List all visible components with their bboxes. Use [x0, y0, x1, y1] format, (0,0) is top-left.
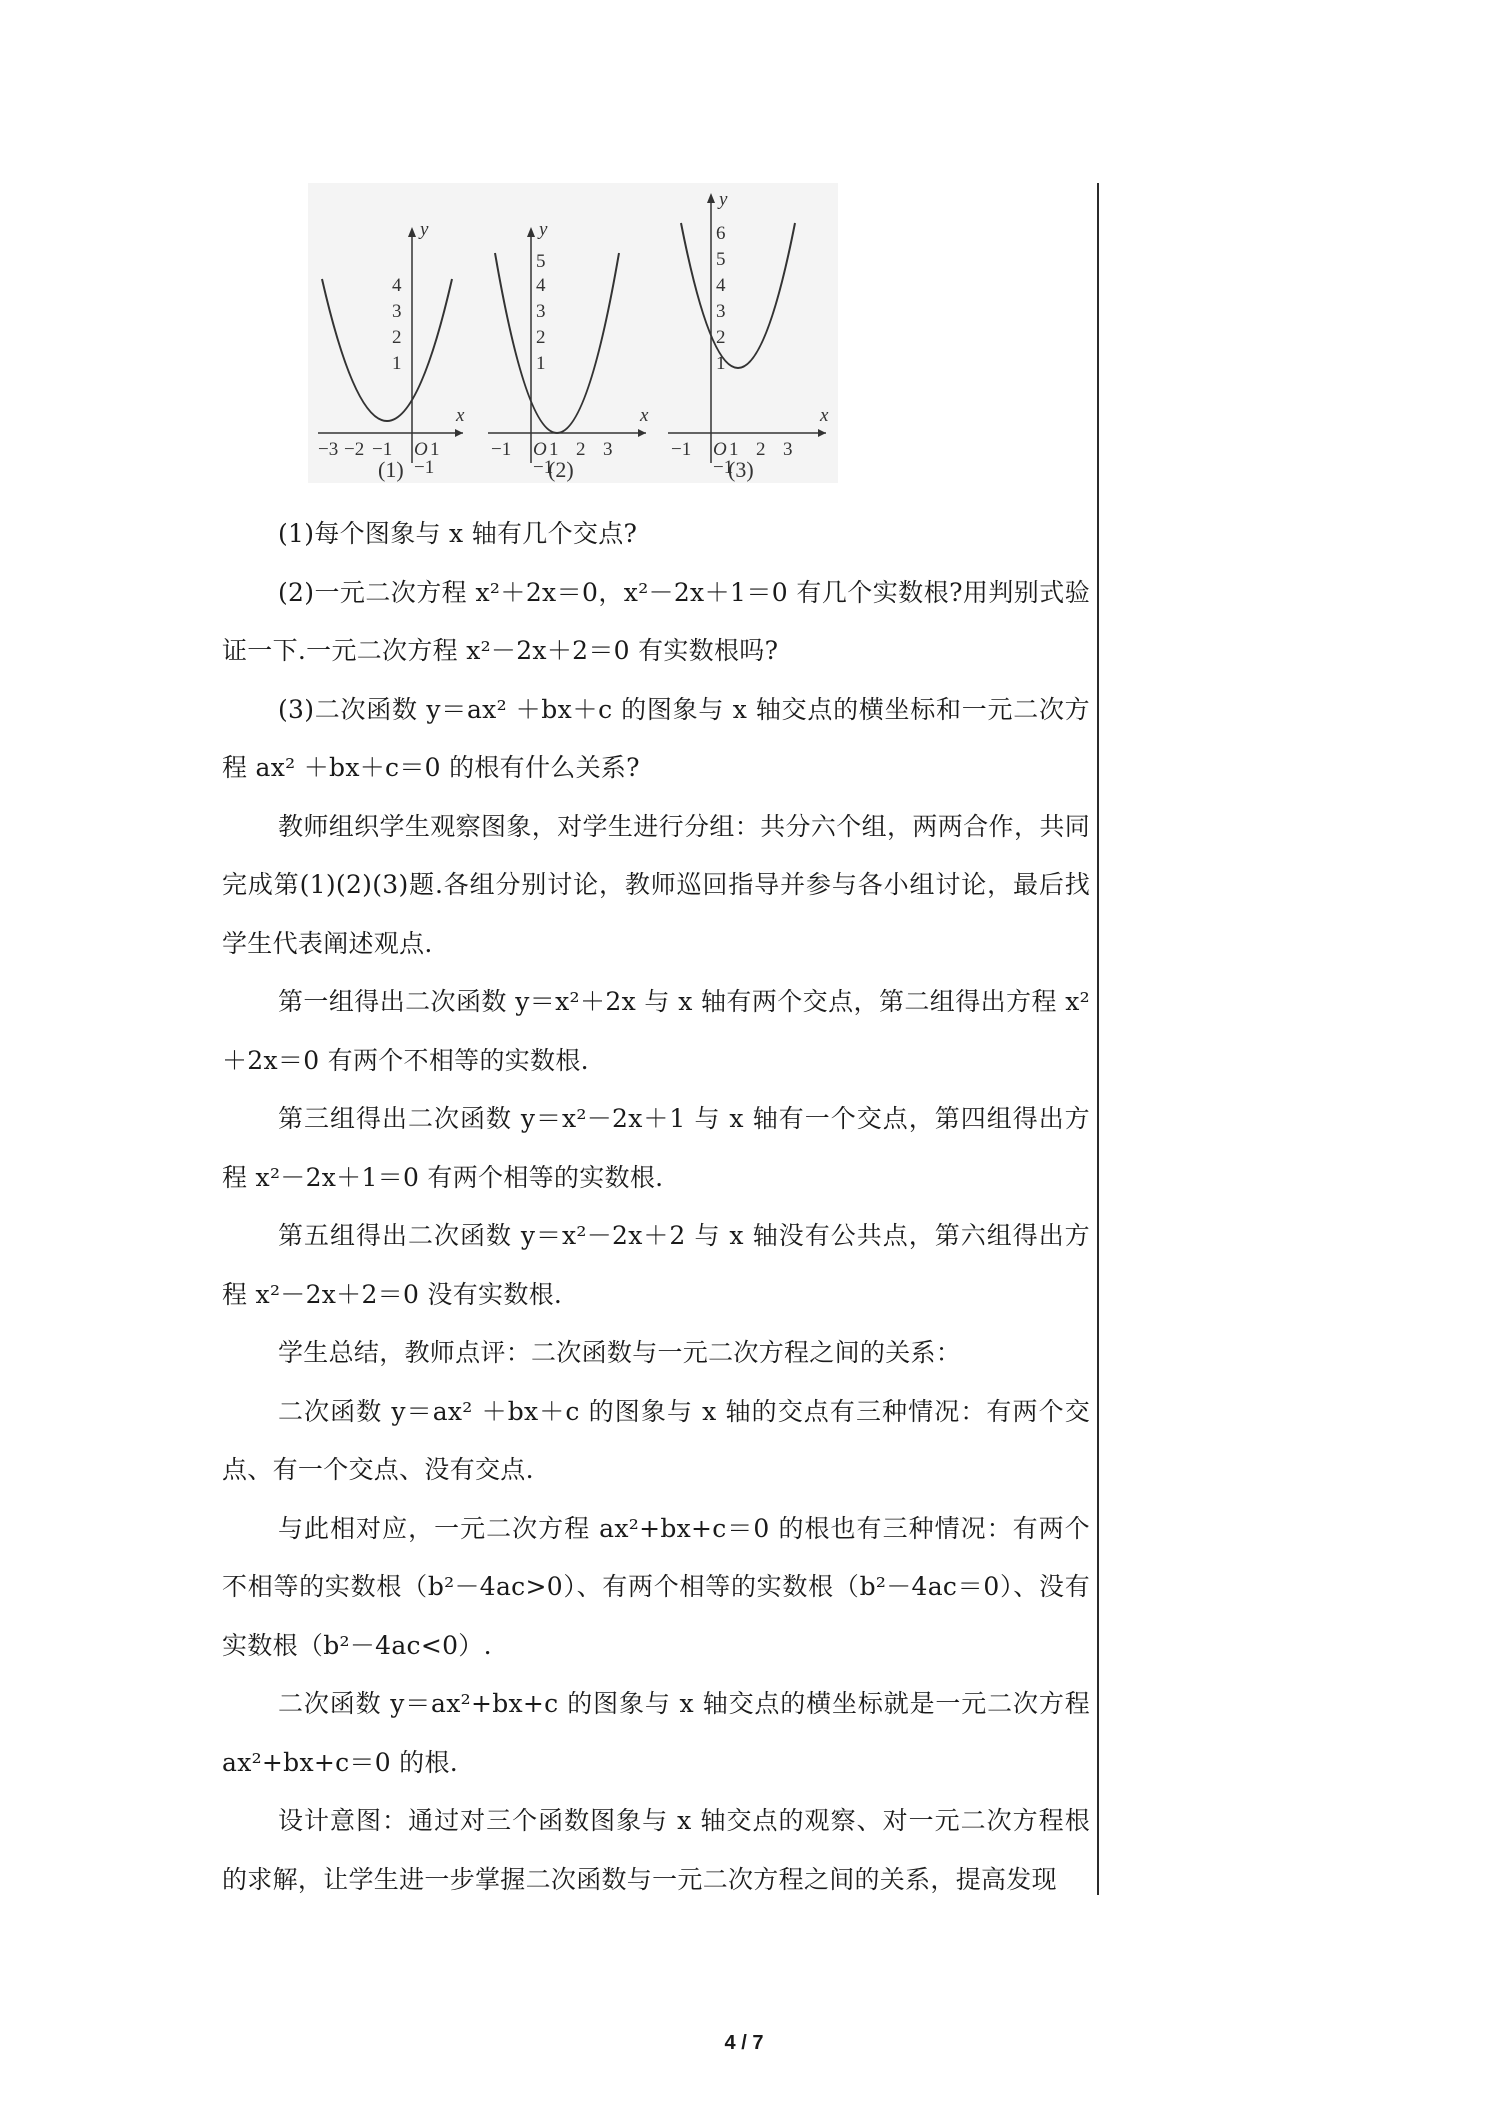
graph-1-xtick-m1: −1 [372, 439, 393, 460]
graph-2-caption: (2) [548, 457, 574, 482]
group-1-2-result: 第一组得出二次函数 y＝x²＋2x 与 x 轴有两个交点，第二组得出方程 x²＋2x＝0 有两个不相等的实数根. [222, 987, 1090, 1075]
design-intent: 设计意图：通过对三个函数图象与 x 轴交点的观察、对一元二次方程根的求解，让学生进一步掌握二次函数与一元二次方程之间的关系，提高发现 [222, 1806, 1090, 1894]
graph-2-ytick-5: 5 [536, 251, 546, 272]
summary-intersections: 二次函数 y＝ax² ＋bx＋c 的图象与 x 轴的交点有三种情况：有两个交点、有一个交点、没有交点. [222, 1396, 1090, 1484]
graph-3-ytick-3: 3 [716, 301, 726, 322]
graph-1-ytick-4: 4 [392, 275, 402, 296]
graph-3-xtick-2: 2 [756, 439, 766, 460]
parabola-figures [308, 183, 838, 483]
graph-2-ytick-1: 1 [536, 353, 546, 374]
graph-3-caption: (3) [728, 457, 754, 482]
graph-1-x-label: x [456, 405, 465, 426]
graph-3-x-label: x [820, 405, 829, 426]
right-margin-rule [1097, 183, 1099, 1895]
teacher-organization-paragraph: 教师组织学生观察图象，对学生进行分组：共分六个组，两两合作，共同完成第(1)(2)(3)题.各组分别讨论，教师巡回指导并参与各小组讨论，最后找学生代表阐述观点. [222, 811, 1090, 958]
graph-2-xtick-1: 1 [549, 439, 559, 460]
graph-2-xtick-m1: −1 [491, 439, 512, 460]
graph-2-xtick-3: 3 [603, 439, 613, 460]
graph-3-ytick-5: 5 [716, 249, 726, 270]
graph-2-ytick-2: 2 [536, 327, 546, 348]
graph-2-origin: O [533, 439, 547, 460]
graph-2-ytick-3: 3 [536, 301, 546, 322]
graph-2-ytick-4: 4 [536, 275, 546, 296]
graph-1-xtick-m2: −2 [344, 439, 365, 460]
graph-3-ytick-4: 4 [716, 275, 726, 296]
graph-2-y-label: y [539, 219, 548, 240]
graph-3-ytick-2: 2 [716, 327, 726, 348]
graph-3-ytick-m1: −1 [713, 457, 734, 478]
graph-3-ytick-6: 6 [716, 223, 726, 244]
graph-1-ytick-1: 1 [392, 353, 402, 374]
graph-1-ytick-m1: −1 [414, 457, 435, 478]
graph-3-origin: O [713, 439, 727, 460]
graph-1-xtick-m3: −3 [318, 439, 339, 460]
graph-1-origin: O [414, 439, 428, 460]
body-text [222, 505, 1090, 1909]
graph-1-xtick-1: 1 [430, 439, 440, 460]
graph-3-ytick-1: 1 [716, 353, 726, 374]
graph-3-xtick-3: 3 [783, 439, 793, 460]
group-3-4-result: 第三组得出二次函数 y＝x²－2x＋1 与 x 轴有一个交点，第四组得出方程 x²－2x＋1＝0 有两个相等的实数根. [222, 1104, 1090, 1192]
question-2: (2)一元二次方程 x²＋2x＝0，x²－2x＋1＝0 有几个实数根?用判别式验证一下.一元二次方程 x²－2x＋2＝0 有实数根吗? [222, 577, 1090, 665]
group-5-6-result: 第五组得出二次函数 y＝x²－2x＋2 与 x 轴没有公共点，第六组得出方程 x²－2x＋2＝0 没有实数根. [222, 1221, 1090, 1309]
graph-1-caption: (1) [378, 457, 404, 482]
summary-roots: 与此相对应，一元二次方程 ax²+bx+c＝0 的根也有三种情况：有两个不相等的实数根（b²－4ac>0）、有两个相等的实数根（b²－4ac＝0）、没有实数根（b²－4ac<0）. [222, 1513, 1090, 1660]
summary-relation: 二次函数 y＝ax²+bx+c 的图象与 x 轴交点的横坐标就是一元二次方程 ax²+bx+c＝0 的根. [222, 1689, 1090, 1777]
question-1: (1)每个图象与 x 轴有几个交点? [278, 519, 638, 548]
graph-2-ytick-m1: −1 [533, 457, 554, 478]
question-3: (3)二次函数 y＝ax² ＋bx＋c 的图象与 x 轴交点的横坐标和一元二次方程 ax² ＋bx＋c＝0 的根有什么关系? [222, 694, 1090, 782]
graph-2-x-label: x [640, 405, 649, 426]
graph-3-xtick-1: 1 [729, 439, 739, 460]
graph-2-xtick-2: 2 [576, 439, 586, 460]
graph-1-ytick-2: 2 [392, 327, 402, 348]
page-number: 4 / 7 [724, 2032, 764, 2054]
graph-1-ytick-3: 3 [392, 301, 402, 322]
summary-intro: 学生总结，教师点评：二次函数与一元二次方程之间的关系： [278, 1338, 962, 1367]
graph-3-y-label: y [719, 189, 728, 210]
graph-1-y-label: y [420, 219, 429, 240]
graph-3-xtick-m1: −1 [671, 439, 692, 460]
parabola-figures-svg [308, 183, 838, 483]
